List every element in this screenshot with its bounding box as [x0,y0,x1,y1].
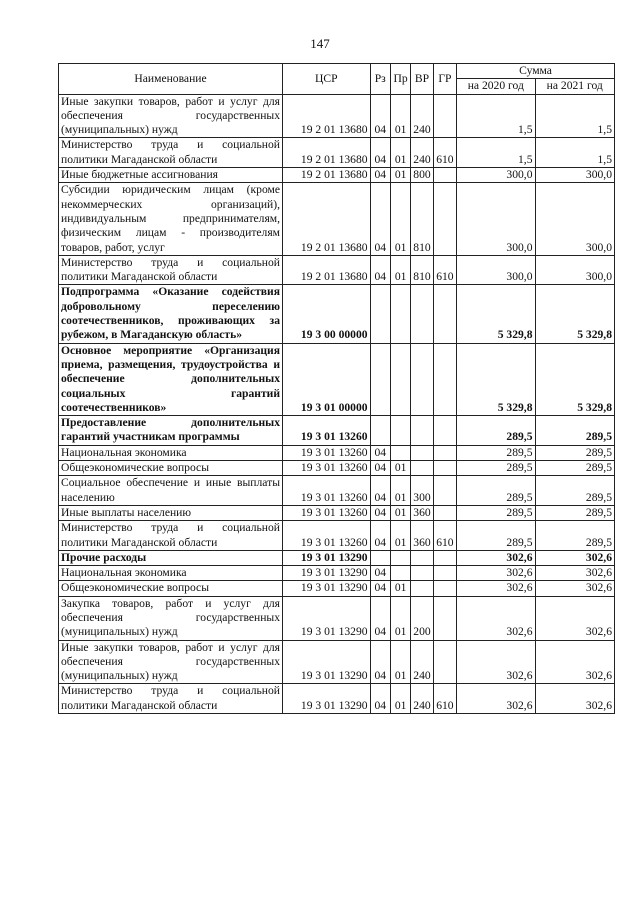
cell-pr: 01 [390,94,410,138]
cell-gr [433,416,456,446]
cell-gr [433,183,456,255]
header-pr: Пр [390,64,410,95]
cell-rz: 04 [370,445,390,460]
cell-rz: 04 [370,521,390,551]
cell-sum-2020: 300,0 [457,183,535,255]
cell-rz: 04 [370,684,390,714]
cell-rz: 04 [370,94,390,138]
table-row [59,138,615,168]
cell-pr: 01 [390,138,410,168]
cell-name: Общеэкономические вопросы [59,581,283,596]
header-gr: ГР [433,64,456,95]
cell-gr [433,461,456,476]
cell-name: Министерство труда и социальной политики Магаданской области [59,684,283,714]
cell-name: Основное мероприятие «Организация приема, размещения, трудоустройства и обеспечение дополнительных социальных гарантий соотечественников» [59,343,283,415]
cell-vr [411,445,433,460]
cell-sum-2021: 289,5 [535,416,615,446]
cell-gr [433,445,456,460]
cell-sum-2020: 300,0 [457,255,535,285]
table-row [59,596,615,640]
cell-name: Министерство труда и социальной политики Магаданской области [59,138,283,168]
cell-vr: 240 [411,138,433,168]
cell-csr: 19 3 01 00000 [283,343,371,415]
cell-gr [433,596,456,640]
cell-vr: 800 [411,168,433,183]
cell-sum-2021: 300,0 [535,168,615,183]
cell-vr: 360 [411,521,433,551]
table-row [59,183,615,255]
cell-gr: 610 [433,684,456,714]
cell-rz: 04 [370,596,390,640]
cell-csr: 19 3 01 13290 [283,596,371,640]
cell-pr: 01 [390,581,410,596]
table-row [59,550,615,565]
cell-sum-2021: 289,5 [535,476,615,506]
cell-csr: 19 2 01 13680 [283,183,371,255]
table-row [59,684,615,714]
cell-vr: 240 [411,684,433,714]
cell-sum-2020: 1,5 [457,94,535,138]
cell-vr [411,550,433,565]
table-row [59,255,615,285]
cell-vr [411,416,433,446]
cell-sum-2020: 1,5 [457,138,535,168]
cell-sum-2021: 289,5 [535,461,615,476]
cell-pr [390,343,410,415]
cell-rz: 04 [370,640,390,684]
cell-vr [411,285,433,343]
cell-csr: 19 3 01 13260 [283,461,371,476]
cell-sum-2021: 1,5 [535,94,615,138]
cell-vr: 810 [411,183,433,255]
cell-sum-2020: 5 329,8 [457,343,535,415]
cell-gr: 610 [433,255,456,285]
cell-sum-2021: 302,6 [535,640,615,684]
cell-sum-2021: 300,0 [535,255,615,285]
cell-sum-2020: 289,5 [457,445,535,460]
cell-pr: 01 [390,255,410,285]
budget-table [58,63,615,714]
cell-rz: 04 [370,183,390,255]
cell-vr: 200 [411,596,433,640]
cell-sum-2020: 302,6 [457,596,535,640]
header-name: Наименование [59,64,283,95]
cell-csr: 19 2 01 13680 [283,168,371,183]
cell-gr [433,581,456,596]
cell-csr: 19 3 01 13290 [283,550,371,565]
cell-rz: 04 [370,581,390,596]
cell-sum-2021: 302,6 [535,566,615,581]
cell-rz [370,550,390,565]
cell-sum-2021: 289,5 [535,445,615,460]
cell-gr [433,566,456,581]
cell-vr: 360 [411,505,433,520]
cell-sum-2020: 5 329,8 [457,285,535,343]
cell-gr: 610 [433,521,456,551]
table-row [59,640,615,684]
table-row [59,521,615,551]
cell-sum-2021: 1,5 [535,138,615,168]
cell-csr: 19 3 01 13260 [283,445,371,460]
cell-csr: 19 3 01 13290 [283,581,371,596]
cell-sum-2020: 289,5 [457,505,535,520]
table-row [59,476,615,506]
header-vr: ВР [411,64,433,95]
table-row [59,581,615,596]
cell-sum-2020: 302,6 [457,684,535,714]
table-row [59,168,615,183]
cell-csr: 19 2 01 13680 [283,94,371,138]
cell-gr [433,285,456,343]
table-row [59,94,615,138]
cell-sum-2021: 289,5 [535,521,615,551]
header-rz: Рз [370,64,390,95]
cell-name: Иные бюджетные ассигнования [59,168,283,183]
cell-csr: 19 3 01 13260 [283,416,371,446]
cell-csr: 19 2 01 13680 [283,255,371,285]
cell-pr: 01 [390,168,410,183]
cell-rz: 04 [370,255,390,285]
cell-name: Закупка товаров, работ и услуг для обеспечения государственных (муниципальных) нужд [59,596,283,640]
cell-sum-2021: 5 329,8 [535,343,615,415]
cell-rz [370,285,390,343]
header-sum: Сумма [457,64,615,79]
cell-csr: 19 3 01 13260 [283,505,371,520]
cell-pr: 01 [390,476,410,506]
cell-name: Иные закупки товаров, работ и услуг для обеспечения государственных (муниципальных) нужд [59,94,283,138]
cell-csr: 19 3 01 13290 [283,566,371,581]
cell-pr: 01 [390,521,410,551]
cell-csr: 19 2 01 13680 [283,138,371,168]
cell-name: Министерство труда и социальной политики Магаданской области [59,255,283,285]
cell-sum-2020: 289,5 [457,461,535,476]
cell-csr: 19 3 01 13290 [283,640,371,684]
cell-name: Социальное обеспечение и иные выплаты населению [59,476,283,506]
cell-name: Министерство труда и социальной политики Магаданской области [59,521,283,551]
cell-pr: 01 [390,461,410,476]
cell-csr: 19 3 01 13290 [283,684,371,714]
cell-name: Прочие расходы [59,550,283,565]
cell-pr [390,566,410,581]
cell-sum-2020: 289,5 [457,476,535,506]
cell-pr [390,416,410,446]
table-body [59,94,615,713]
cell-rz: 04 [370,566,390,581]
cell-sum-2020: 302,6 [457,566,535,581]
cell-gr [433,550,456,565]
cell-sum-2021: 302,6 [535,684,615,714]
cell-vr [411,581,433,596]
header-csr: ЦСР [283,64,371,95]
cell-vr: 240 [411,94,433,138]
cell-pr [390,550,410,565]
cell-vr: 240 [411,640,433,684]
cell-csr: 19 3 01 13260 [283,521,371,551]
cell-rz: 04 [370,505,390,520]
cell-pr [390,285,410,343]
cell-pr [390,445,410,460]
header-year-2020: на 2020 год [457,79,535,94]
cell-csr: 19 3 01 13260 [283,476,371,506]
table-row [59,461,615,476]
cell-gr: 610 [433,138,456,168]
cell-pr: 01 [390,183,410,255]
cell-sum-2020: 302,6 [457,640,535,684]
cell-name: Подпрограмма «Оказание содействия добровольному переселению соотечественников, проживающих за рубежом, в Магаданскую область» [59,285,283,343]
cell-name: Иные выплаты населению [59,505,283,520]
cell-gr [433,476,456,506]
table-row [59,445,615,460]
table-row [59,505,615,520]
cell-pr: 01 [390,684,410,714]
cell-sum-2020: 289,5 [457,521,535,551]
page-number: 147 [310,36,330,51]
cell-pr: 01 [390,596,410,640]
cell-name: Предоставление дополнительных гарантий участникам программы [59,416,283,446]
cell-sum-2021: 302,6 [535,550,615,565]
cell-gr [433,640,456,684]
cell-name: Субсидии юридическим лицам (кроме некоммерческих организаций), индивидуальным предпринимателям, физическим лицам - производителям товаров, работ, услуг [59,183,283,255]
cell-gr [433,505,456,520]
cell-sum-2020: 302,6 [457,550,535,565]
table-row [59,285,615,343]
cell-vr [411,461,433,476]
cell-sum-2021: 300,0 [535,183,615,255]
table-row [59,416,615,446]
cell-sum-2021: 302,6 [535,596,615,640]
cell-sum-2020: 300,0 [457,168,535,183]
cell-sum-2021: 5 329,8 [535,285,615,343]
table-row [59,566,615,581]
cell-csr: 19 3 00 00000 [283,285,371,343]
cell-rz: 04 [370,461,390,476]
cell-vr: 810 [411,255,433,285]
cell-rz: 04 [370,138,390,168]
cell-vr: 300 [411,476,433,506]
cell-pr: 01 [390,505,410,520]
cell-rz: 04 [370,168,390,183]
cell-sum-2021: 302,6 [535,581,615,596]
cell-rz: 04 [370,476,390,506]
cell-sum-2021: 289,5 [535,505,615,520]
cell-name: Национальная экономика [59,566,283,581]
cell-name: Иные закупки товаров, работ и услуг для обеспечения государственных (муниципальных) нужд [59,640,283,684]
header-year-2021: на 2021 год [535,79,615,94]
cell-vr [411,343,433,415]
cell-vr [411,566,433,581]
cell-rz [370,343,390,415]
table-row [59,343,615,415]
cell-sum-2020: 302,6 [457,581,535,596]
cell-sum-2020: 289,5 [457,416,535,446]
cell-pr: 01 [390,640,410,684]
cell-gr [433,343,456,415]
cell-name: Общеэкономические вопросы [59,461,283,476]
cell-gr [433,168,456,183]
cell-name: Национальная экономика [59,445,283,460]
cell-gr [433,94,456,138]
cell-rz [370,416,390,446]
